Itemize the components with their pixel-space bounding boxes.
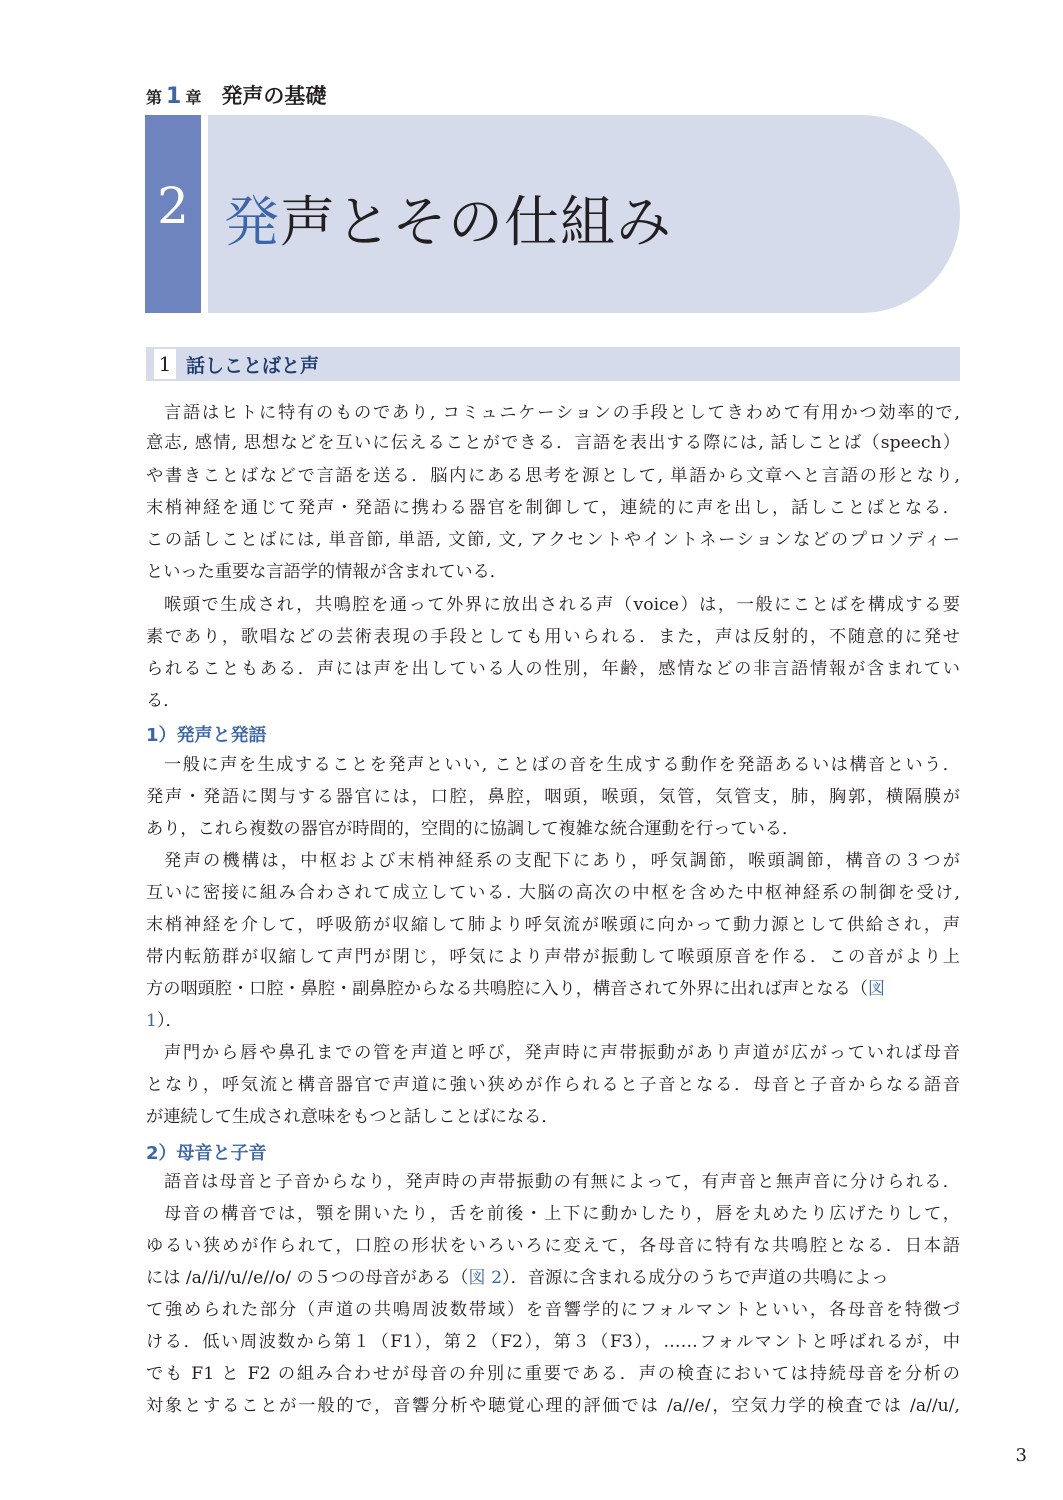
text-line: 意志, 感情, 思想などを互いに伝えることができる．言語を表出する際には, 話しことば（speech） <box>146 433 960 453</box>
chapter-prefix: 第 <box>146 88 163 107</box>
section-heading <box>146 347 960 381</box>
text-line: が連続して生成され意味をもつと話しことばになる． <box>146 1107 559 1127</box>
text-line: 帯内転筋群が収縮して声門が閉じ，呼気により声帯が振動して喉頭原音を作る．この音がより上 <box>146 947 960 967</box>
subheading: 2）母音と子音 <box>146 1143 267 1164</box>
figure-ref-1[interactable]: 図 <box>867 979 886 999</box>
text-line: 声門から唇や鼻孔までの管を声道と呼び，発声時に声帯振動があり声道が広がっていれば母音 <box>164 1043 960 1063</box>
text-line: 言語はヒトに特有のものであり, コミュニケーションの手段としてきわめて有用かつ効率的で, <box>164 403 960 423</box>
text-line: あり，これら複数の器官が時間的，空間的に協調して複雑な統合運動を行っている． <box>146 819 800 839</box>
chapter-number: 1 <box>166 84 182 109</box>
text-line: られることもある．声には声を出している人の性別，年齢，感情などの非言語情報が含まれてい <box>146 659 960 679</box>
page-number: 3 <box>1015 1445 1027 1466</box>
figure-ref-2[interactable]: 図 2 <box>468 1268 503 1288</box>
text-line: 発声の機構は，中枢および末梢神経系の支配下にあり，呼気調節，喉頭調節，構音の３つが <box>164 851 960 871</box>
text-line: 喉頭で生成され，共鳴腔を通って外界に放出される声（voice）は，一般にことばを構成する要 <box>164 595 960 615</box>
chapter-header <box>146 80 326 110</box>
text-span: ）． <box>156 1011 183 1031</box>
title-accent: 発 <box>224 190 281 254</box>
subheading: 1）発声と発語 <box>146 725 267 746</box>
text-line: 発声・発語に関与する器官には，口腔，鼻腔，咽頭，喉頭，気管，気管支，肺，胸郭，横隔膜が <box>146 787 960 807</box>
text-span: ）．音源に含まれる成分のうちで声道の共鳴によっ <box>502 1268 889 1288</box>
title-number: 2 <box>157 177 189 235</box>
text-line: 末梢神経を通じて発声・発語に携わる器官を制御して，連続的に声を出し，話しことばとなる． <box>146 498 960 518</box>
text-line: や書きことばなどで言語を送る．脳内にある思考を源として, 単語から文章へと言語の形となり, <box>146 466 960 486</box>
text-line: 対象とすることが一般的で，音響分析や聴覚心理的評価では /a//e/，空気力学的検査では /a//u/, <box>146 1396 960 1416</box>
text-line: 末梢神経を介して，呼吸筋が収縮して肺より呼気流が喉頭に向かって動力源として供給され，声 <box>146 915 960 935</box>
title-number-block <box>145 115 201 313</box>
figure-ref-1-num[interactable]: 1 <box>146 1011 157 1031</box>
text-line: でも F1 と F2 の組み合わせが母音の弁別に重要である．声の検査においては持続母音を分析の <box>146 1364 960 1384</box>
title-banner <box>145 115 960 313</box>
text-line <box>146 1009 960 1033</box>
section-number: 1 <box>154 349 176 379</box>
text-line: る． <box>146 691 181 711</box>
section-title: 話しことばと声 <box>186 355 320 377</box>
text-span: には /a//i//u//e//o/ の５つの母音がある（ <box>146 1268 469 1288</box>
text-line: ゆるい狭めが作られて，口腔の形状をいろいろに変えて，各母音に特有な共鳴腔となる．日本語 <box>146 1236 960 1256</box>
title-rest: 声とその仕組み <box>280 190 673 254</box>
text-span: 方の咽頭腔・口腔・鼻腔・副鼻腔からなる共鳴腔に入り，構音されて外界に出れば声となる（ <box>146 979 868 999</box>
chapter-name: 発声の基礎 <box>221 84 327 108</box>
text-line: となり，呼気流と構音器官で声道に強い狭めが作られると子音となる．母音と子音からなる語音 <box>146 1075 960 1095</box>
text-line: 互いに密接に組み合わされて成立している. 大脳の高次の中枢を含めた中枢神経系の制御を受け, <box>146 883 960 903</box>
text-line: 語音は母音と子音からなり，発声時の声帯振動の有無によって，有声音と無声音に分けられる． <box>164 1172 960 1192</box>
text-line: といった重要な言語学的情報が含まれている． <box>146 562 507 582</box>
chapter-suffix: 章 <box>185 88 202 107</box>
page-title <box>224 178 672 257</box>
title-text-block <box>208 115 960 313</box>
text-line: この話しことばには, 単音節, 単語, 文節, 文, アクセントやイントネーションなどのプロソディー <box>146 530 960 550</box>
text-line: ける．低い周波数から第１（F1），第２（F2），第３（F3），……フォルマントと呼ばれるが，中 <box>146 1332 960 1352</box>
text-line <box>146 1266 960 1290</box>
text-line: 一般に声を生成することを発声といい, ことばの音を生成する動作を発語あるいは構音という． <box>164 755 960 775</box>
text-line: 母音の構音では，顎を開いたり，舌を前後・上下に動かしたり，唇を丸めたり広げたりして， <box>164 1204 960 1224</box>
text-line: 素であり，歌唱などの芸術表現の手段としても用いられる．また，声は反射的，不随意的に発せ <box>146 627 960 647</box>
text-line <box>146 977 960 1001</box>
text-line: て強められた部分（声道の共鳴周波数帯域）を音響学的にフォルマントといい，各母音を特徴づ <box>146 1300 960 1320</box>
